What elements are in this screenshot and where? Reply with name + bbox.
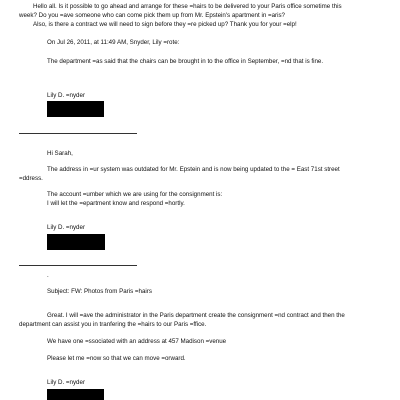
subject-line: Subject: FW: Photos from Paris =hairs (47, 288, 152, 295)
redaction-box (47, 389, 104, 400)
body-line: The account =umber which we are using for the consignment is: (47, 191, 223, 198)
body-line: Hello all. Is it possible to go ahead and arrange for these =hairs to be delivered to your Paris office sometime this (33, 3, 342, 10)
body-line: department can assist you in tranfering the =hairs to our Paris =ffice. (19, 321, 207, 328)
body-line: Please let me =now so that we can move =orward. (47, 355, 186, 362)
quote-body: The department =as said that the chairs can be brought in to the office in September, =nd that is fine. (47, 58, 324, 65)
body-line: Also, is there a contract we will need to sign before they =re picked up? Thank you for your =elp! (33, 21, 297, 28)
signature: Lily D. =nyder (47, 92, 86, 99)
signature: Lily D. =nyder (47, 224, 86, 231)
greeting: Hi Sarah, (47, 150, 73, 157)
body-line: week? Do you =ave someone who can come pick them up from Mr. Epstein's apartment in =aris? (19, 12, 285, 19)
separator-line (19, 133, 137, 134)
stray-dot: . (47, 272, 49, 279)
body-line: We have one =ssociated with an address at 457 Madison =venue (47, 338, 227, 345)
body-line: I will let the =epartment know and respond =hortly. (47, 200, 185, 207)
signature: Lily D. =nyder (47, 379, 86, 386)
body-line: Great. I will =ave the administrator in the Paris department create the consignment =nd contract and then the (47, 312, 345, 319)
redaction-box (47, 101, 104, 117)
body-line: =ddress. (19, 175, 43, 182)
quote-header: On Jul 26, 2011, at 11:49 AM, Snyder, Lily =rote: (47, 39, 180, 46)
redaction-box (47, 234, 105, 250)
separator-line (19, 265, 137, 266)
body-line: The address in =ur system was outdated for Mr. Epstein and is now being updated to the = East 71st street (47, 166, 340, 173)
